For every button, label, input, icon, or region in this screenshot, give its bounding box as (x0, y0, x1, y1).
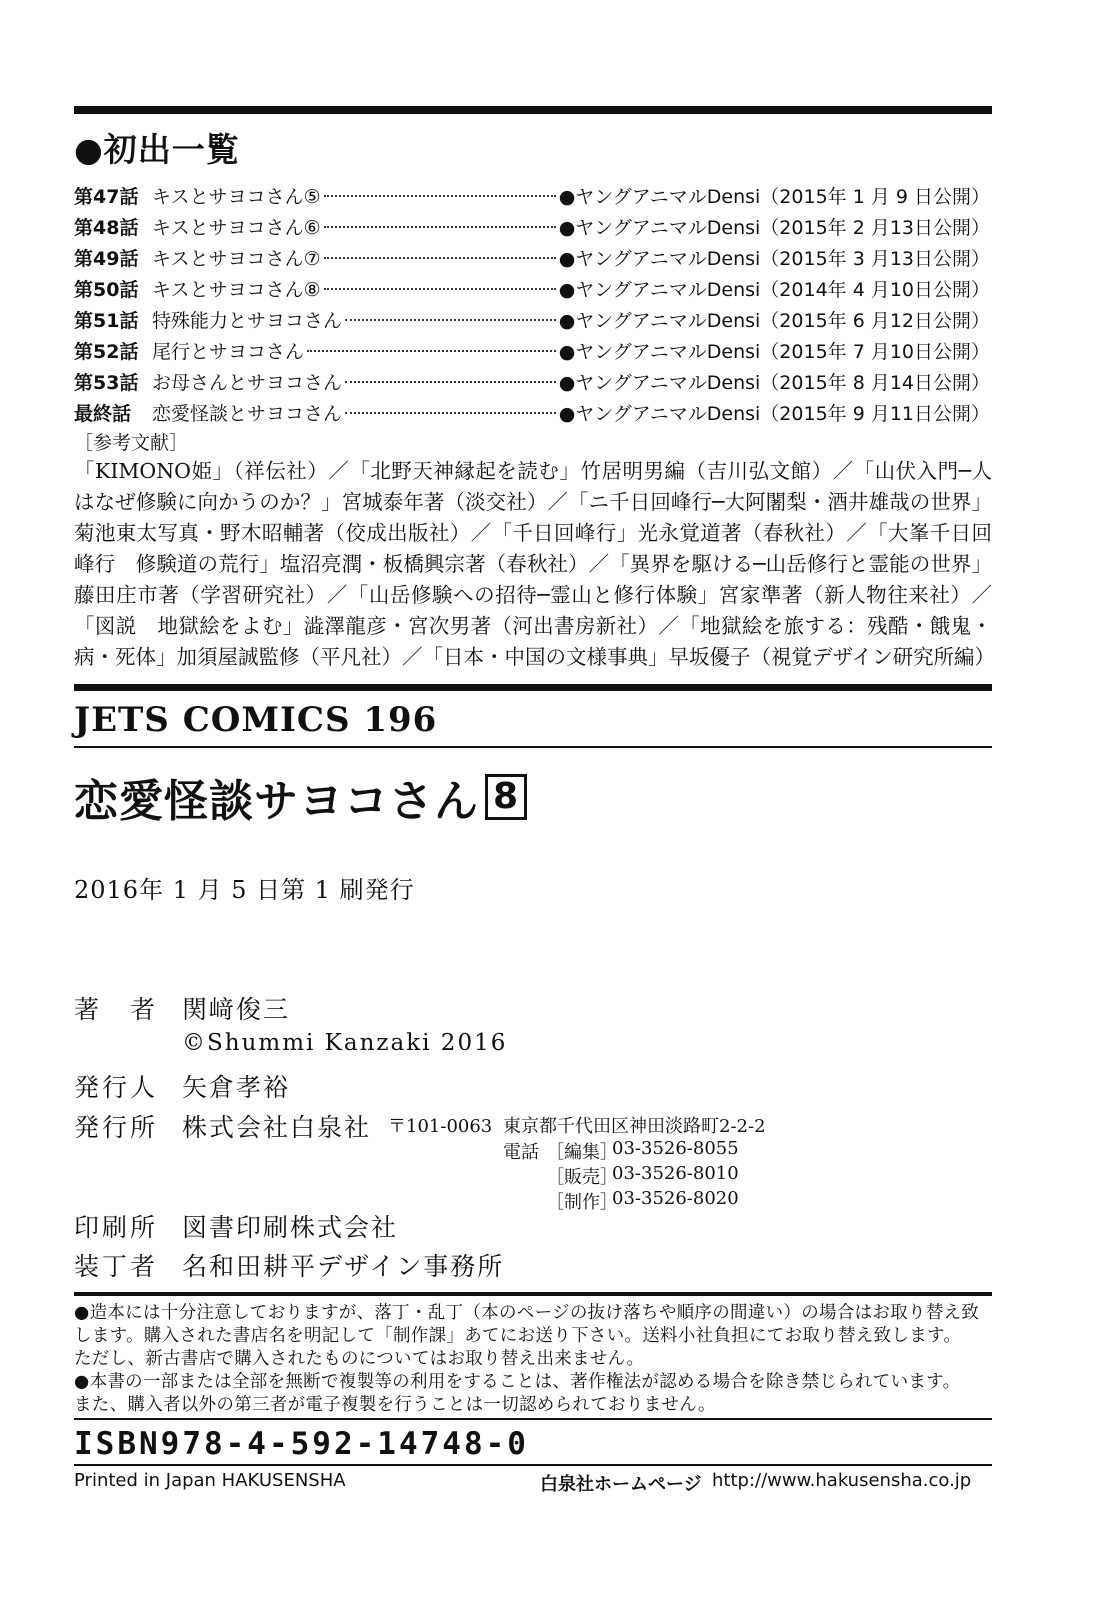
publication-row (74, 335, 990, 365)
top-rule (74, 106, 992, 114)
publisher-label: 発行所 (74, 1113, 159, 1142)
episode-number: 第49話 (74, 247, 139, 270)
volume-number: 8 (485, 774, 527, 820)
homepage-label: 白泉社ホームページ (540, 1474, 702, 1495)
episode-number: 第53話 (74, 371, 139, 394)
series-top-rule (74, 684, 992, 691)
leader-dots (324, 225, 556, 228)
phone-dept: ［制作］ (546, 1192, 618, 1213)
publication-source: ●ヤングアニマルDensi（2015年 2 月13日公開） (558, 216, 990, 239)
episode-number: 第51話 (74, 309, 139, 332)
episode-title: 尾行とサヨコさん (152, 340, 305, 363)
isbn: ISBN978-4-592-14748-0 (74, 1426, 529, 1462)
publication-source: ●ヤングアニマルDensi（2015年 7 月10日公開） (558, 340, 990, 363)
episode-title: キスとサヨコさん⑥ (152, 216, 321, 239)
printed-in: Printed in Japan HAKUSENSHA (74, 1470, 346, 1491)
publication-row (74, 273, 990, 303)
copyright: ©Shummi Kanzaki 2016 (182, 1030, 508, 1056)
postal-code: 〒101-0063 (388, 1116, 493, 1137)
notice-line: ●本書の一部または全部を無断で複製等の利用をすることは、著作権法が認める場合を除き禁じられています。 (74, 1372, 961, 1392)
leader-dots (345, 380, 556, 383)
episode-number: 第47話 (74, 185, 139, 208)
publisher-person-label: 発行人 (74, 1073, 159, 1102)
series-label: JETS COMICS 196 (74, 700, 438, 740)
phone-number: 03-3526-8055 (612, 1138, 739, 1159)
isbn-top-rule (74, 1418, 992, 1420)
series-bottom-rule (74, 746, 992, 748)
phone-dept: ［編集］ (546, 1142, 618, 1163)
publication-row (74, 397, 990, 427)
designer-label: 装丁者 (74, 1252, 159, 1281)
publication-source: ●ヤングアニマルDensi（2015年 6 月12日公開） (558, 309, 990, 332)
leader-dots (324, 256, 556, 259)
leader-dots (324, 287, 556, 290)
publication-source: ●ヤングアニマルDensi（2015年 8 月14日公開） (558, 371, 990, 394)
episode-title: キスとサヨコさん⑧ (152, 278, 321, 301)
episode-title: 恋愛怪談とサヨコさん (152, 402, 343, 425)
notice-line: ただし、新古書店で購入されたものについてはお取り替え出来ません。 (74, 1349, 645, 1369)
publication-row (74, 366, 990, 396)
episode-number: 第52話 (74, 340, 139, 363)
issue-date: 2016年 1 月 5 日第 1 刷発行 (74, 876, 415, 904)
book-title (74, 765, 527, 829)
author-label: 著 者 (74, 995, 159, 1024)
leader-dots (345, 411, 556, 414)
episode-title: お母さんとサヨコさん (152, 371, 343, 394)
episode-number: 第48話 (74, 216, 139, 239)
isbn-bottom-rule (74, 1464, 992, 1466)
author-name: 関﨑俊三 (182, 995, 291, 1024)
printer-label: 印刷所 (74, 1213, 159, 1242)
publication-source: ●ヤングアニマルDensi（2015年 1 月 9 日公開） (558, 185, 990, 208)
episode-number: 第50話 (74, 278, 139, 301)
phone-label: 電話 (503, 1142, 539, 1163)
publication-row (74, 304, 990, 334)
publication-source: ●ヤングアニマルDensi（2014年 4 月10日公開） (558, 278, 990, 301)
references-text: 「KIMONO姫」（祥伝社）／「北野天神縁起を読む」竹居明男編（吉川弘文館）／「山伏入門─人はなぜ修験に向かうのか？」宮城泰年著（淡交社）／「ニ千日回峰行─大阿闍梨・酒井雄哉の世界」菊池東太写真・野木昭輔著（佼成出版社）／「千日回峰行」光永覚道著（春秋社）／「大峯千日回峰行 修験道の荒行」塩沼亮潤・板橋興宗著（春秋社）／「異界を駆ける─山岳修行と霊能の世界」藤田庄市著（学習研究社）／「山岳修験への招待─霊山と修行体験」宮家準著（新人物往来社）／「図説 地獄絵をよむ」澁澤龍彦・宮次男著（河出書房新社）／「地獄絵を旅する：残酷・餓鬼・病・死体」加須屋誠監修（平凡社）／「日本・中国の文様事典」早坂優子（視覚デザイン研究所編） (74, 459, 996, 669)
homepage-url[interactable]: http://www.hakusensha.co.jp (712, 1470, 972, 1491)
notice-text (74, 1302, 994, 1417)
publisher-name: 株式会社白泉社 (182, 1113, 372, 1142)
publisher-person: 矢倉孝裕 (182, 1073, 291, 1102)
publisher-address: 東京都千代田区神田淡路町2-2-2 (503, 1116, 766, 1137)
notice-rule (74, 1292, 992, 1296)
episode-title: キスとサヨコさん⑦ (152, 247, 321, 270)
episode-title: 特殊能力とサヨコさん (152, 309, 343, 332)
publication-row (74, 211, 990, 241)
leader-dots (307, 349, 556, 352)
publication-source: ●ヤングアニマルDensi（2015年 9 月11日公開） (558, 402, 990, 425)
phone-dept: ［販売］ (546, 1167, 618, 1188)
designer-name: 名和田耕平デザイン事務所 (182, 1252, 505, 1281)
episode-number: 最終話 (74, 402, 132, 425)
section-title: ●初出一覧 (74, 130, 240, 169)
notice-line: ●造本には十分注意しておりますが、落丁・乱丁（本のページの抜け落ちや順序の間違い）の場合はお取り替え致します。購入された書店名を明記して「制作課」あてにお送り下さい。送料小社負担にてお取り替え致します。 (74, 1303, 980, 1346)
publication-source: ●ヤングアニマルDensi（2015年 3 月13日公開） (558, 247, 990, 270)
leader-dots (345, 318, 556, 321)
episode-title: キスとサヨコさん⑤ (152, 185, 321, 208)
references-label: ［参考文献］ (74, 432, 189, 454)
publication-row (74, 242, 990, 272)
phone-number: 03-3526-8010 (612, 1163, 739, 1184)
book-title-text: 恋愛怪談サヨコさん (74, 776, 479, 827)
leader-dots (324, 194, 556, 197)
notice-line: また、購入者以外の第三者が電子複製を行うことは一切認められておりません。 (74, 1395, 716, 1415)
publication-row (74, 180, 990, 210)
printer-name: 図書印刷株式会社 (182, 1213, 399, 1242)
phone-number: 03-3526-8020 (612, 1188, 739, 1209)
